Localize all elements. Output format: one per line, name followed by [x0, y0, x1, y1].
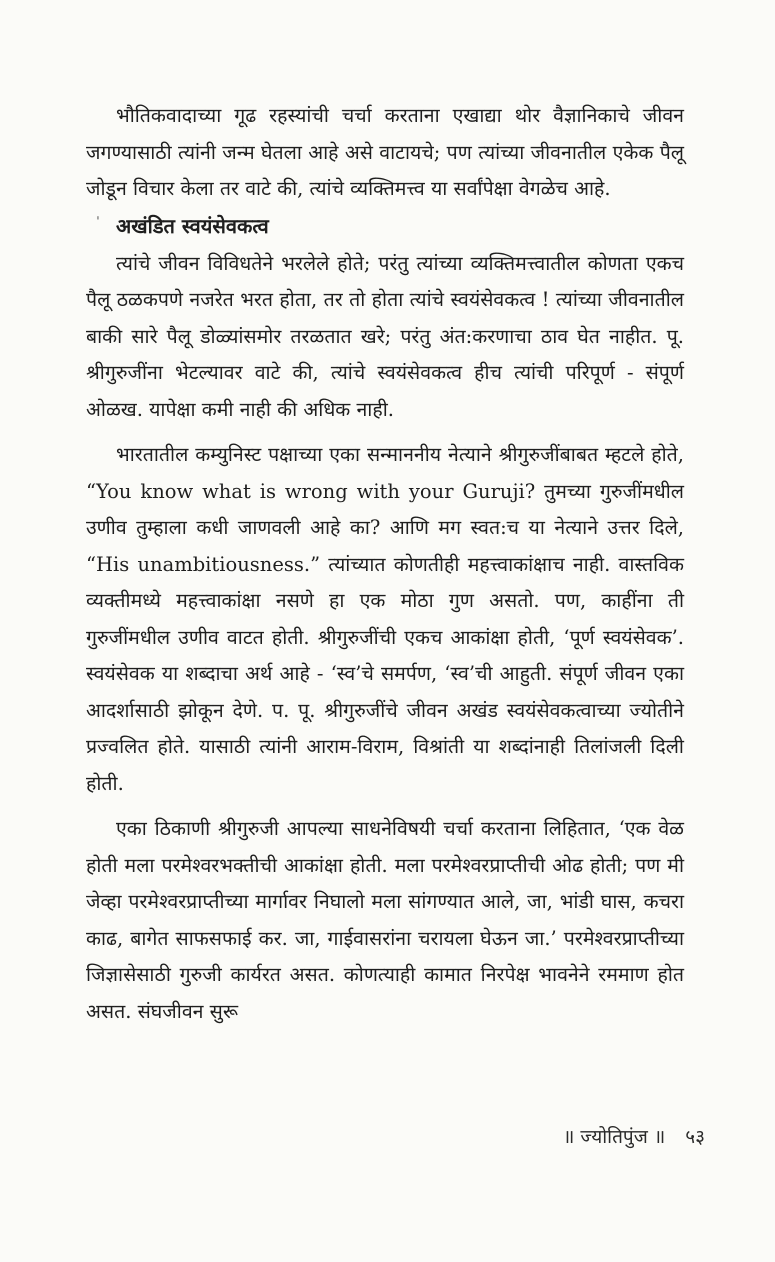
- page-footer: [563, 1122, 705, 1152]
- heading-mark: ˈ: [96, 214, 100, 231]
- paragraph-swayamsevakatva: त्यांचे जीवन विविधतेने भरलेले होते; परंतु त्यांच्या व्यक्तिमत्त्वातील कोणता एकच पैलू ठळकपणे नजरेत भरत होता, तर तो होता त्यांचे स्वयंसेवकत्व ! त्यांच्या जीवनातील बाकी सारे पैलू डोळ्यांसमोर तरळतात खरे; परंतु अंत:करणाचा ठाव घेत नाहीत. पू. श्रीगुरुजींना भेटल्यावर वाटे की, त्यांचे स्वयंसेवकत्व हीच त्यांची परिपूर्ण - संपूर्ण ओळख. यापेक्षा कमी नाही की अधिक नाही.: [86, 251, 684, 421]
- paragraph-intro: भौतिकवादाच्या गूढ रहस्यांची चर्चा करताना एखाद्या थोर वैज्ञानिकाचे जीवन जगण्यासाठी त्यांनी जन्म घेतला आहे असे वाटायचे; पण त्यांच्या जीवनातील एकेक पैलू जोडून विचार केला तर वाटे की, त्यांचे व्यक्तिमत्त्व या सर्वांपेक्षा वेगळेच आहे.: [86, 104, 684, 200]
- section-heading: अखंडित स्वयंसेवकत्व: [116, 213, 269, 238]
- page-number: ५३: [685, 1126, 705, 1148]
- paragraph-communist-leader-quote: भारतातील कम्युनिस्ट पक्षाच्या एका सन्माननीय नेत्याने श्रीगुरुजींबाबत म्हटले होते, “You know what is wrong with your Guruji? तुमच्या गुरुजींमधील उणीव तुम्हाला कधी जाणवली आहे का? आणि मग स्वत:च या नेत्याने उत्तर दिले, “His unambitiousness.” त्यांच्यात कोणतीही महत्त्वाकांक्षाच नाही. वास्तविक व्यक्तीमध्ये महत्त्वाकांक्षा नसणे हा एक मोठा गुण असतो. पण, काहींना ती गुरुजींमधील उणीव वाटत होती. श्रीगुरुजींची एकच आकांक्षा होती, ‘पूर्ण स्वयंसेवक’. स्वयंसेवक या शब्दाचा अर्थ आहे - ‘स्व’चे समर्पण, ‘स्व’ची आहुती. संपूर्ण जीवन एका आदर्शासाठी झोकून देणे. प. पू. श्रीगुरुजींचे जीवन अखंड स्वयंसेवकत्वाच्या ज्योतीने प्रज्वलित होते. यासाठी त्यांनी आराम-विराम, विश्रांती या शब्दांनाही तिलांजली दिली होती.: [86, 443, 684, 795]
- page-body: [86, 98, 684, 1030]
- book-title: ॥ ज्योतिपुंज ॥: [562, 1126, 666, 1148]
- section-heading-row: [86, 214, 684, 246]
- paragraph-sadhana: एका ठिकाणी श्रीगुरुजी आपल्या साधनेविषयी चर्चा करताना लिहितात, ‘एक वेळ होती मला परमेश्वरभक्तीची आकांक्षा होती. मला परमेश्वरप्राप्तीची ओढ होती; पण मी जेव्हा परमेश्वरप्राप्तीच्या मार्गावर निघालो मला सांगण्यात आले, जा, भांडी घास, कचरा काढ, बागेत साफसफाई कर. जा, गाईवासरांना चरायला घेऊन जा.’ परमेश्वरप्राप्तीच्या जिज्ञासेसाठी गुरुजी कार्यरत असत. कोणत्याही कामात निरपेक्ष भावनेने रममाण होत असत. संघजीवन सुरू: [86, 817, 684, 1023]
